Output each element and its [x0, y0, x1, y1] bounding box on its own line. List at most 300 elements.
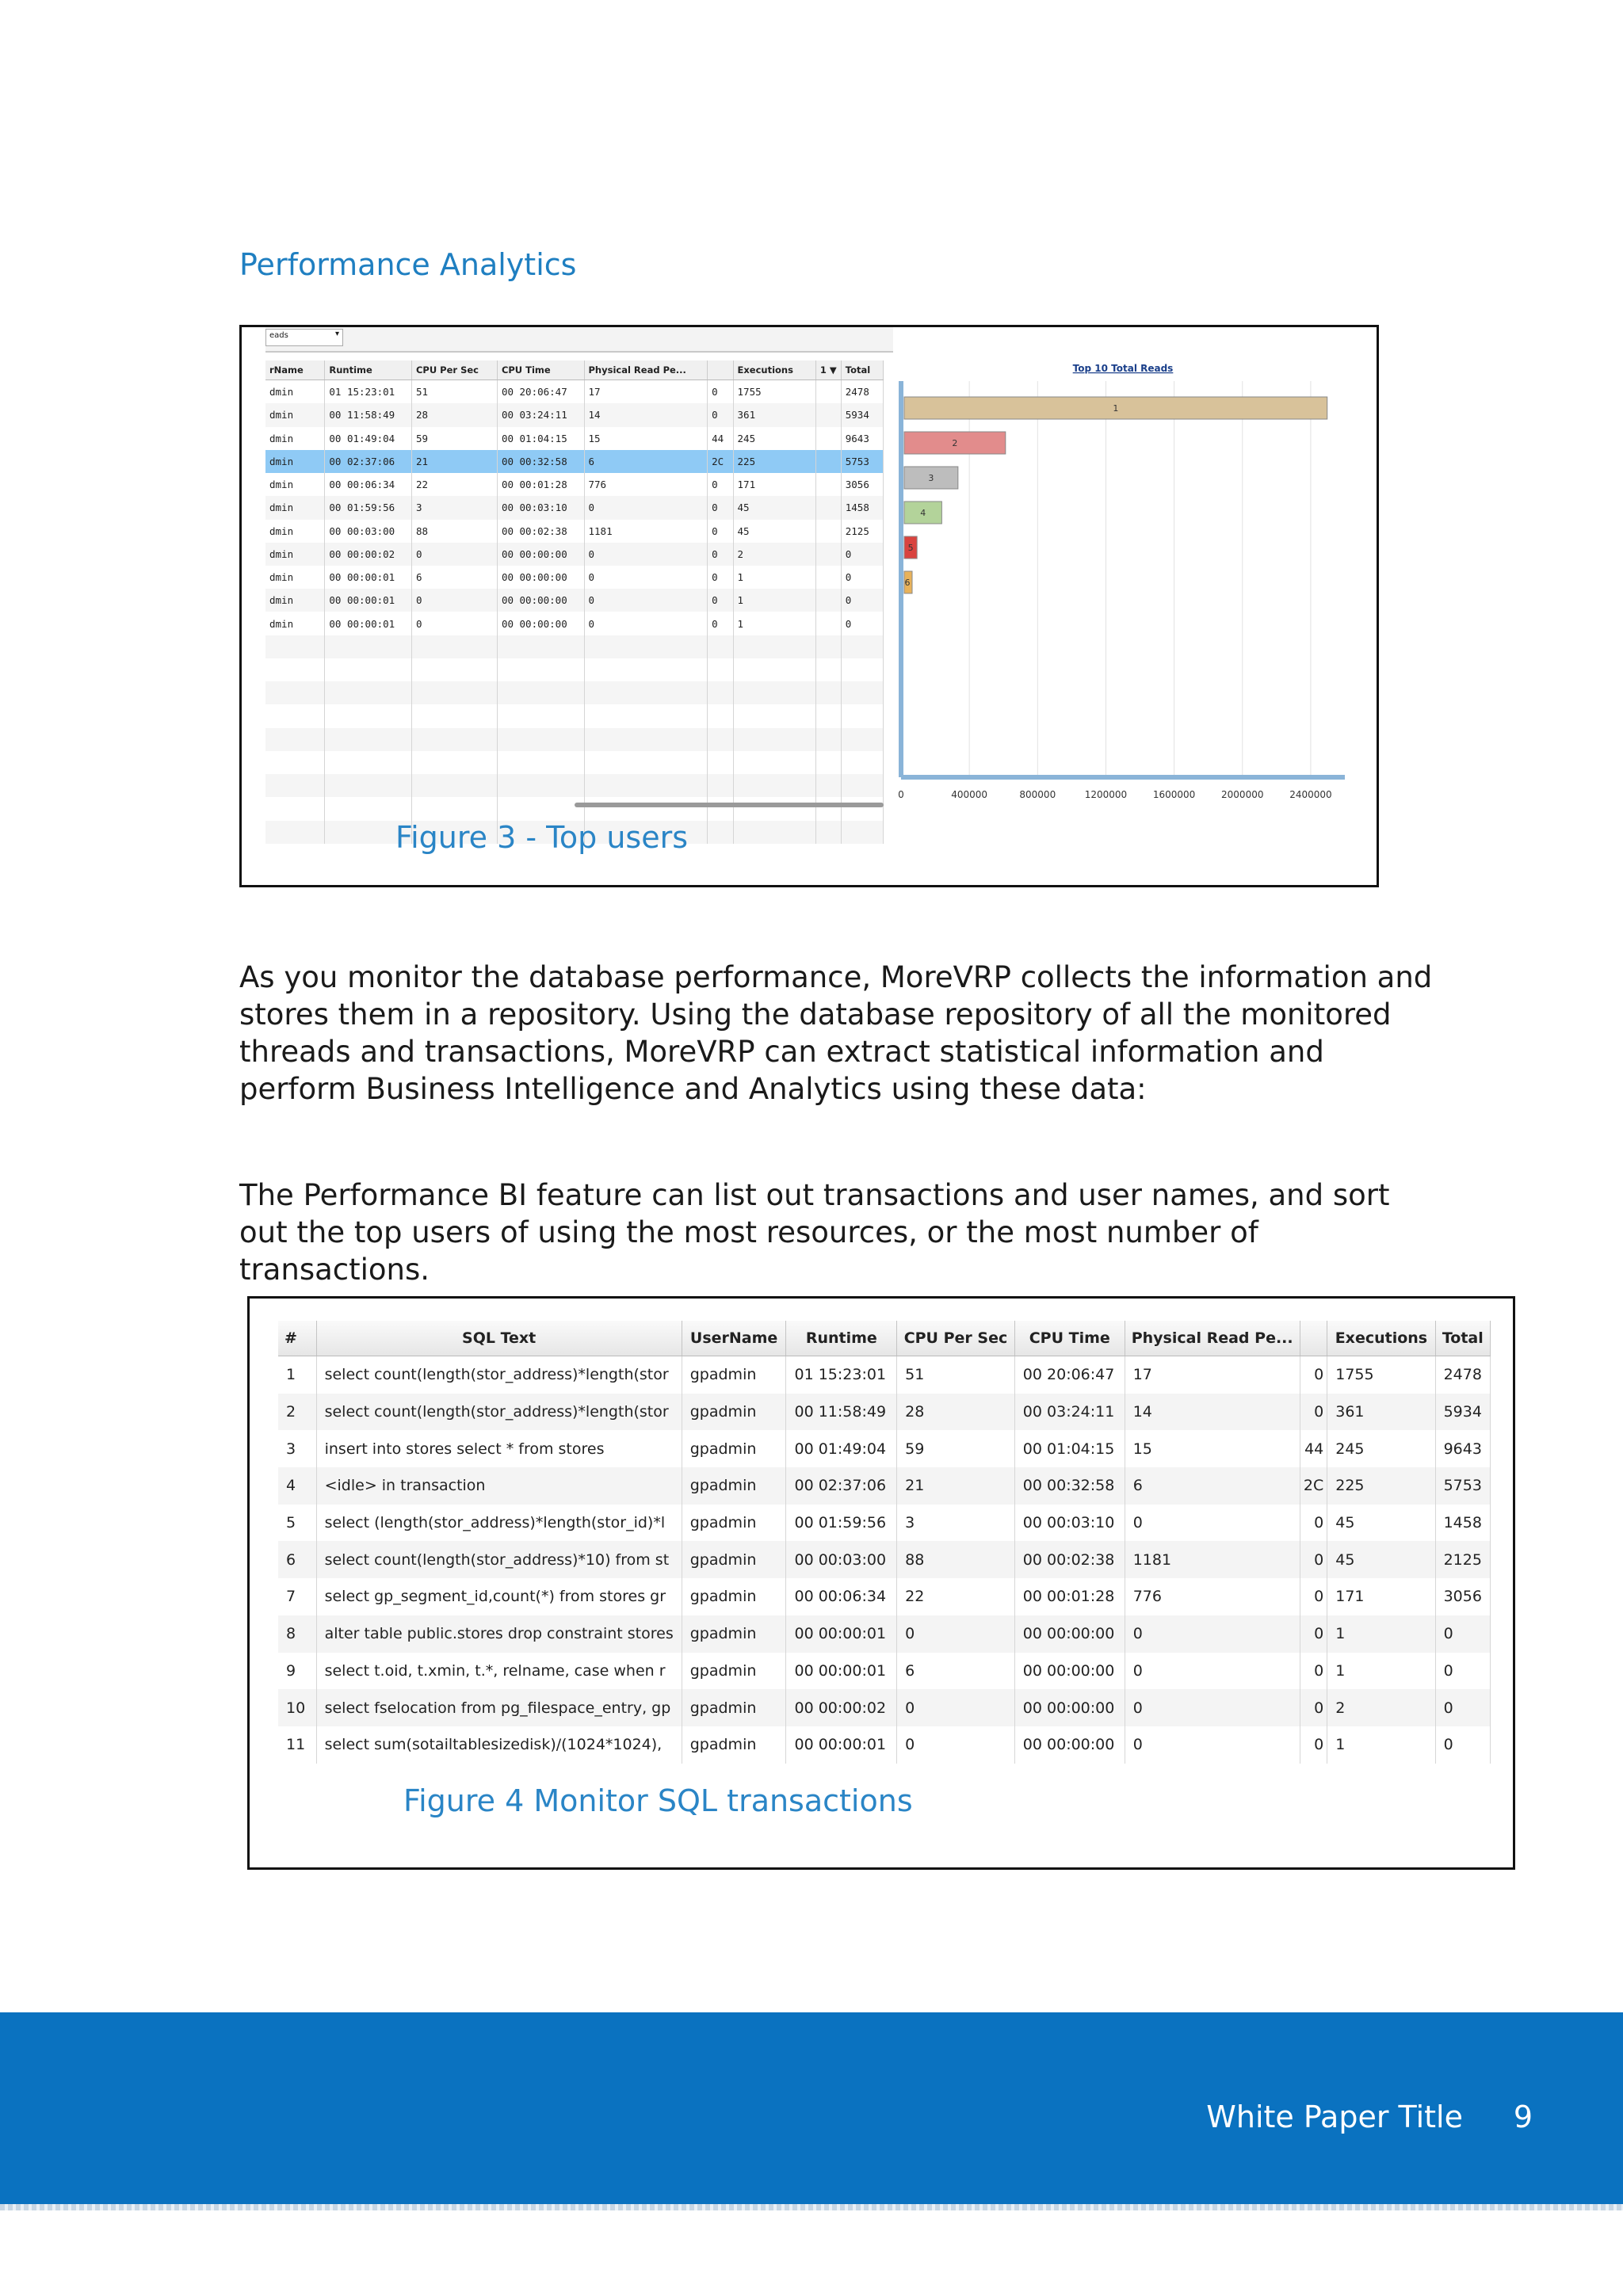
table-cell — [497, 728, 584, 751]
table-cell: 00 01:59:56 — [786, 1505, 897, 1542]
table-cell: <idle> in transaction — [316, 1467, 682, 1505]
bar-label: 3 — [928, 473, 934, 483]
table-cell: select gp_segment_id,count(*) from stores gr — [316, 1578, 682, 1615]
table-cell: 5934 — [841, 403, 883, 426]
table-cell: select count(length(stor_address)*10) from st — [316, 1541, 682, 1578]
column-header[interactable] — [708, 360, 733, 380]
table-cell: 2 — [278, 1394, 316, 1431]
table-cell: 00 11:58:49 — [786, 1394, 897, 1431]
metric-dropdown[interactable] — [265, 329, 343, 346]
table-row[interactable] — [265, 566, 884, 589]
table-cell: 1181 — [584, 520, 708, 543]
table-cell: 3056 — [841, 473, 883, 496]
table-cell — [841, 681, 883, 704]
table-cell — [411, 681, 497, 704]
column-header[interactable]: CPU Time — [1014, 1321, 1125, 1356]
table-cell: 3 — [278, 1430, 316, 1467]
table-cell: 0 — [1125, 1689, 1300, 1726]
table-cell — [411, 658, 497, 681]
table-cell — [815, 450, 841, 473]
column-header[interactable]: # — [278, 1321, 316, 1356]
column-header[interactable]: Runtime — [325, 360, 412, 380]
table-cell: 0 — [708, 473, 733, 496]
paragraph-bi-feature: The Performance BI feature can list out transactions and user names, and sort out the top users of using the most resources, or the most number of transactions. — [239, 1178, 1390, 1287]
table-cell: 00 00:03:00 — [786, 1541, 897, 1578]
table-cell: 00 00:00:02 — [786, 1689, 897, 1726]
table-cell: 00 00:00:00 — [497, 566, 584, 589]
table-cell — [584, 751, 708, 774]
table-cell: 00 00:06:34 — [325, 473, 412, 496]
bar-label: 4 — [920, 508, 926, 518]
column-header[interactable]: Runtime — [786, 1321, 897, 1356]
table-cell: 7 — [278, 1578, 316, 1615]
table-cell — [265, 821, 325, 844]
page-footer — [0, 2012, 1623, 2204]
table-cell: 00 00:00:00 — [1014, 1653, 1125, 1690]
table-cell: 0 — [1300, 1689, 1327, 1726]
table-cell — [841, 751, 883, 774]
table-row[interactable] — [278, 1430, 1491, 1467]
table-row[interactable] — [278, 1726, 1491, 1764]
table-cell: 2125 — [1435, 1541, 1490, 1578]
table-row[interactable] — [265, 751, 884, 774]
table-cell: 17 — [1125, 1356, 1300, 1394]
table-cell: 0 — [708, 566, 733, 589]
table-cell: select (length(stor_address)*length(stor_id)*l — [316, 1505, 682, 1542]
table-cell: 0 — [708, 403, 733, 426]
table-cell: 00 00:00:00 — [1014, 1689, 1125, 1726]
table-cell — [265, 681, 325, 704]
table-cell — [815, 751, 841, 774]
table-cell: 0 — [897, 1689, 1015, 1726]
x-tick-label: 2000000 — [1221, 789, 1264, 800]
table-cell — [841, 797, 883, 820]
table-cell: 2C — [708, 450, 733, 473]
table-cell: 00 01:59:56 — [325, 496, 412, 519]
table-cell — [584, 728, 708, 751]
table-cell: 225 — [1327, 1467, 1435, 1505]
table-cell — [584, 704, 708, 727]
table-cell — [584, 681, 708, 704]
table-cell — [265, 797, 325, 820]
table-cell: 22 — [411, 473, 497, 496]
table-cell — [841, 821, 883, 844]
table-cell — [815, 520, 841, 543]
table-cell: 0 — [1125, 1653, 1300, 1690]
table-cell: 2C — [1300, 1467, 1327, 1505]
table-row[interactable] — [265, 427, 884, 450]
table-cell: 361 — [733, 403, 815, 426]
table-cell — [497, 658, 584, 681]
metric-dropdown-label: eads — [269, 331, 288, 340]
table-cell: 2125 — [841, 520, 883, 543]
table-cell — [708, 658, 733, 681]
table-cell — [325, 751, 412, 774]
table-row[interactable] — [265, 543, 884, 566]
table-row[interactable] — [265, 774, 884, 797]
table-cell — [411, 635, 497, 658]
table-cell: 00 02:37:06 — [325, 450, 412, 473]
table-cell: insert into stores select * from stores — [316, 1430, 682, 1467]
table-row[interactable] — [265, 589, 884, 612]
table-cell: 88 — [897, 1541, 1015, 1578]
table-cell: dmin — [265, 543, 325, 566]
table-row[interactable] — [278, 1394, 1491, 1431]
table-cell — [733, 728, 815, 751]
column-header[interactable]: CPU Per Sec — [411, 360, 497, 380]
table-cell: 00 00:01:28 — [497, 473, 584, 496]
table-row[interactable] — [265, 380, 884, 404]
column-header[interactable] — [1300, 1321, 1327, 1356]
table-cell — [325, 704, 412, 727]
bar-label: 2 — [952, 438, 958, 448]
table-cell: 00 00:03:10 — [1014, 1505, 1125, 1542]
x-tick-label: 0 — [898, 789, 904, 800]
table-cell: 00 00:00:02 — [325, 543, 412, 566]
table-cell: 00 00:00:01 — [786, 1726, 897, 1764]
table-cell: 0 — [708, 520, 733, 543]
table-cell — [815, 612, 841, 635]
horizontal-scrollbar[interactable] — [575, 803, 884, 807]
table-cell: 00 00:32:58 — [497, 450, 584, 473]
table-cell: 10 — [278, 1689, 316, 1726]
table-cell: 0 — [708, 612, 733, 635]
table-cell — [815, 635, 841, 658]
table-cell — [497, 797, 584, 820]
table-cell — [265, 728, 325, 751]
column-header[interactable]: SQL Text — [316, 1321, 682, 1356]
bar-label: 5 — [907, 543, 914, 553]
table-cell: dmin — [265, 612, 325, 635]
table-cell — [733, 797, 815, 820]
column-header[interactable]: Executions — [733, 360, 815, 380]
table-cell: gpadmin — [682, 1356, 786, 1394]
column-header[interactable]: Physical Read Pe... — [584, 360, 708, 380]
table-row[interactable] — [278, 1653, 1491, 1690]
table-cell — [265, 751, 325, 774]
table-cell — [265, 774, 325, 797]
table-cell: 00 00:01:28 — [1014, 1578, 1125, 1615]
table-cell: select count(length(stor_address)*length(stor — [316, 1394, 682, 1431]
table-cell — [815, 427, 841, 450]
table-row[interactable] — [278, 1689, 1491, 1726]
table-row[interactable] — [278, 1615, 1491, 1653]
table-row[interactable] — [265, 496, 884, 519]
table-cell — [411, 704, 497, 727]
x-tick-label: 800000 — [1019, 789, 1056, 800]
table-cell: 59 — [897, 1430, 1015, 1467]
paragraph-intro: As you monitor the database performance, MoreVRP collects the information and stores them in a repository. Using the database repository of all the monitored threads and transactions, MoreVRP can extract statistical information and perform Business Intelligence and Analytics using these data: — [239, 960, 1433, 1106]
table-cell — [815, 473, 841, 496]
table-cell: 0 — [841, 589, 883, 612]
table-cell: gpadmin — [682, 1505, 786, 1542]
table-cell: 0 — [411, 589, 497, 612]
table-row[interactable] — [265, 704, 884, 727]
table-cell — [708, 797, 733, 820]
top-users-grid — [265, 360, 884, 844]
table-cell: 6 — [278, 1541, 316, 1578]
table-cell: gpadmin — [682, 1615, 786, 1653]
x-tick-label: 400000 — [951, 789, 988, 800]
table-cell: 0 — [841, 612, 883, 635]
table-cell: 45 — [1327, 1505, 1435, 1542]
table-row[interactable] — [265, 403, 884, 426]
page-number: 9 — [1513, 2100, 1533, 2134]
table-cell: 4 — [278, 1467, 316, 1505]
table-cell: 45 — [733, 520, 815, 543]
table-cell: 59 — [411, 427, 497, 450]
figure-sql-transactions — [247, 1296, 1515, 1870]
table-cell: 17 — [584, 380, 708, 404]
table-cell: 00 00:32:58 — [1014, 1467, 1125, 1505]
table-cell: 00 20:06:47 — [497, 380, 584, 404]
table-cell — [325, 635, 412, 658]
table-cell: alter table public.stores drop constraint stores — [316, 1615, 682, 1653]
table-cell: select fselocation from pg_filespace_entry, gp — [316, 1689, 682, 1726]
table-cell — [411, 751, 497, 774]
table-cell: 00 01:04:15 — [1014, 1430, 1125, 1467]
table-cell — [497, 704, 584, 727]
table-cell: 0 — [1300, 1653, 1327, 1690]
table-cell: dmin — [265, 566, 325, 589]
table-cell — [708, 704, 733, 727]
table-cell: 44 — [708, 427, 733, 450]
table-cell: 45 — [733, 496, 815, 519]
table-cell: 245 — [1327, 1430, 1435, 1467]
table-cell: 0 — [1300, 1505, 1327, 1542]
footer-divider — [0, 2204, 1623, 2210]
table-cell: 776 — [584, 473, 708, 496]
table-cell: 00 00:02:38 — [1014, 1541, 1125, 1578]
figure-top-users — [239, 325, 1379, 887]
column-header[interactable]: rName — [265, 360, 325, 380]
table-cell — [497, 774, 584, 797]
column-header[interactable]: Total — [841, 360, 883, 380]
table-cell: 0 — [584, 496, 708, 519]
table-cell — [815, 380, 841, 404]
table-cell: 245 — [733, 427, 815, 450]
table-cell: 0 — [1435, 1689, 1490, 1726]
table-cell — [497, 751, 584, 774]
table-cell: 0 — [1125, 1726, 1300, 1764]
table-cell — [325, 728, 412, 751]
table-cell — [841, 635, 883, 658]
table-cell: 0 — [1300, 1578, 1327, 1615]
table-cell: 0 — [1435, 1615, 1490, 1653]
table-cell: 01 15:23:01 — [786, 1356, 897, 1394]
figure3-caption: Figure 3 - Top users — [395, 820, 689, 855]
table-row[interactable] — [265, 450, 884, 473]
table-cell — [841, 728, 883, 751]
x-tick-label: 1600000 — [1152, 789, 1196, 800]
table-row[interactable] — [278, 1505, 1491, 1542]
table-row[interactable] — [265, 681, 884, 704]
table-cell: 2478 — [841, 380, 883, 404]
table-cell: gpadmin — [682, 1394, 786, 1431]
table-cell — [584, 797, 708, 820]
table-cell — [733, 821, 815, 844]
table-cell: 0 — [1300, 1356, 1327, 1394]
table-row[interactable] — [265, 797, 884, 820]
table-cell — [708, 774, 733, 797]
table-cell — [815, 543, 841, 566]
table-cell: 28 — [897, 1394, 1015, 1431]
table-cell: 51 — [897, 1356, 1015, 1394]
table-cell — [708, 821, 733, 844]
table-cell: gpadmin — [682, 1467, 786, 1505]
table-row[interactable] — [265, 728, 884, 751]
table-cell — [815, 589, 841, 612]
table-row[interactable] — [265, 520, 884, 543]
table-cell: 1 — [733, 566, 815, 589]
column-header[interactable]: Executions — [1327, 1321, 1435, 1356]
table-cell: 5753 — [841, 450, 883, 473]
table-cell: 11 — [278, 1726, 316, 1764]
table-cell — [815, 496, 841, 519]
table-cell — [815, 566, 841, 589]
table-cell: 00 01:49:04 — [325, 427, 412, 450]
table-row[interactable] — [265, 473, 884, 496]
table-cell: 1 — [733, 589, 815, 612]
table-cell — [733, 681, 815, 704]
table-cell — [841, 704, 883, 727]
table-cell: 8 — [278, 1615, 316, 1653]
table-cell: 0 — [584, 543, 708, 566]
table-cell: 5 — [278, 1505, 316, 1542]
table-cell — [411, 797, 497, 820]
table-cell: 2478 — [1435, 1356, 1490, 1394]
table-cell — [265, 704, 325, 727]
table-row[interactable] — [265, 612, 884, 635]
table-cell: 28 — [411, 403, 497, 426]
column-header[interactable]: CPU Time — [497, 360, 584, 380]
table-cell: gpadmin — [682, 1541, 786, 1578]
table-cell: 00 20:06:47 — [1014, 1356, 1125, 1394]
table-cell: 6 — [411, 566, 497, 589]
table-cell: 22 — [897, 1578, 1015, 1615]
table-cell: 6 — [584, 450, 708, 473]
table-cell: 776 — [1125, 1578, 1300, 1615]
table-cell: 88 — [411, 520, 497, 543]
table-cell: 00 00:00:00 — [497, 612, 584, 635]
table-cell — [841, 774, 883, 797]
column-header[interactable]: UserName — [682, 1321, 786, 1356]
x-tick-label: 1200000 — [1084, 789, 1128, 800]
table-cell — [584, 635, 708, 658]
table-cell: dmin — [265, 589, 325, 612]
section-title: Performance Analytics — [239, 247, 577, 282]
table-cell: gpadmin — [682, 1653, 786, 1690]
table-cell — [497, 681, 584, 704]
table-row[interactable] — [278, 1541, 1491, 1578]
table-cell — [815, 821, 841, 844]
table-cell: 00 00:00:00 — [1014, 1615, 1125, 1653]
table-cell: 0 — [897, 1615, 1015, 1653]
table-cell: select sum(sotailtablesizedisk)/(1024*1024), — [316, 1726, 682, 1764]
table-cell: 15 — [584, 427, 708, 450]
table-cell: 0 — [411, 543, 497, 566]
table-cell: 0 — [841, 543, 883, 566]
table-cell: 1 — [278, 1356, 316, 1394]
table-cell: 00 00:02:38 — [497, 520, 584, 543]
table-cell: gpadmin — [682, 1689, 786, 1726]
table-row[interactable] — [278, 1467, 1491, 1505]
table-cell: 6 — [897, 1653, 1015, 1690]
table-cell — [325, 681, 412, 704]
table-cell — [733, 635, 815, 658]
column-header[interactable]: 1 ▼ — [815, 360, 841, 380]
table-cell: 0 — [708, 496, 733, 519]
table-cell — [733, 751, 815, 774]
table-cell — [325, 797, 412, 820]
table-cell: dmin — [265, 520, 325, 543]
column-header[interactable]: CPU Per Sec — [897, 1321, 1015, 1356]
table-cell: 5753 — [1435, 1467, 1490, 1505]
sql-transactions-grid — [278, 1321, 1491, 1764]
table-cell: 3 — [897, 1505, 1015, 1542]
table-cell: 00 01:49:04 — [786, 1430, 897, 1467]
table-cell — [411, 774, 497, 797]
table-cell: 00 00:06:34 — [786, 1578, 897, 1615]
table-row[interactable] — [265, 635, 884, 658]
table-cell: 1181 — [1125, 1541, 1300, 1578]
table-row[interactable] — [265, 658, 884, 681]
table-row[interactable] — [278, 1356, 1491, 1394]
table-cell: 00 02:37:06 — [786, 1467, 897, 1505]
table-cell: 00 00:00:00 — [497, 543, 584, 566]
table-cell — [733, 658, 815, 681]
table-cell: 9643 — [841, 427, 883, 450]
table-cell — [733, 774, 815, 797]
table-cell: 00 00:00:00 — [1014, 1726, 1125, 1764]
table-cell: dmin — [265, 380, 325, 404]
table-cell: 3056 — [1435, 1578, 1490, 1615]
footer-title: White Paper Title — [1206, 2100, 1463, 2134]
table-cell: 0 — [897, 1726, 1015, 1764]
table-cell: 14 — [1125, 1394, 1300, 1431]
chevron-down-icon: ▾ — [334, 330, 339, 338]
table-cell — [815, 658, 841, 681]
table-cell — [265, 658, 325, 681]
table-cell: 00 00:00:00 — [497, 589, 584, 612]
table-cell — [815, 681, 841, 704]
table-row[interactable] — [278, 1578, 1491, 1615]
table-cell: select t.oid, t.xmin, t.*, relname, case when r — [316, 1653, 682, 1690]
table-cell: 9643 — [1435, 1430, 1490, 1467]
chart-title: Top 10 Total Reads — [1072, 363, 1174, 374]
table-cell: 0 — [708, 543, 733, 566]
table-cell — [815, 728, 841, 751]
table-cell: dmin — [265, 450, 325, 473]
table-cell: 00 00:03:00 — [325, 520, 412, 543]
table-cell — [815, 797, 841, 820]
table-cell: dmin — [265, 496, 325, 519]
figure4-caption: Figure 4 Monitor SQL transactions — [403, 1783, 913, 1818]
table-cell: 1 — [1327, 1615, 1435, 1653]
table-cell: 0 — [708, 380, 733, 404]
bar-label: 1 — [1113, 403, 1119, 414]
table-cell — [584, 774, 708, 797]
top-total-reads-chart — [893, 327, 1358, 882]
column-header[interactable]: Physical Read Pe... — [1125, 1321, 1300, 1356]
table-cell: 0 — [1300, 1541, 1327, 1578]
table-cell: 44 — [1300, 1430, 1327, 1467]
table-cell: dmin — [265, 403, 325, 426]
table-cell: 0 — [1300, 1394, 1327, 1431]
table-cell — [733, 704, 815, 727]
column-header[interactable]: Total — [1435, 1321, 1490, 1356]
table-cell: 171 — [1327, 1578, 1435, 1615]
